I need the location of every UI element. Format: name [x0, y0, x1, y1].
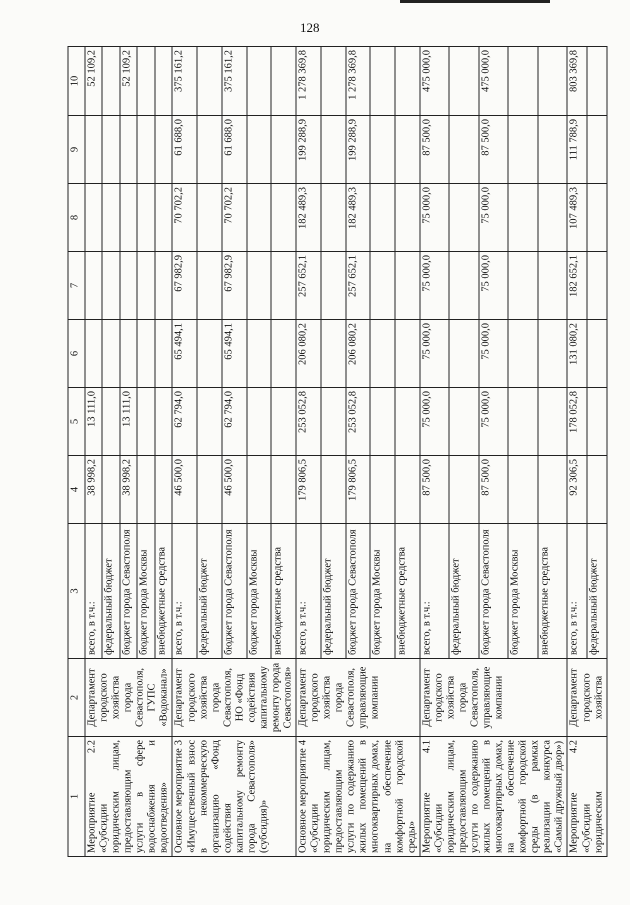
value-cell — [370, 388, 395, 456]
value-cell — [508, 320, 538, 388]
value-cell — [395, 116, 420, 184]
value-cell — [508, 388, 538, 456]
value-cell — [587, 116, 607, 184]
value-cell — [538, 388, 568, 456]
column-number: 7 — [68, 252, 85, 320]
value-cell: 1 278 369,8 — [296, 47, 321, 116]
value-cell — [155, 320, 173, 388]
value-cell — [137, 388, 154, 456]
value-cell — [321, 47, 346, 116]
value-cell: 253 052,8 — [296, 388, 321, 456]
value-cell — [120, 116, 137, 184]
value-cell — [247, 116, 272, 184]
table-row — [296, 47, 321, 857]
value-cell — [370, 184, 395, 252]
value-cell — [538, 47, 568, 116]
funding-source-cell: внебюджетные средства — [395, 524, 420, 659]
activity-cell: Мероприятие 4.1 «Субсидии юридическим лицам, предоставляющим услуги по содержанию жилых помещений в многоквартирных домах, на обеспечение комфортной городской среды (в рамках реализации конкурса «Самый дружный двор») — [420, 737, 568, 857]
value-cell — [271, 388, 296, 456]
column-number: 4 — [68, 456, 85, 524]
value-cell: 253 052,8 — [346, 388, 371, 456]
column-number: 5 — [68, 388, 85, 456]
value-cell: 179 806,5 — [346, 456, 371, 524]
value-cell: 375 161,2 — [222, 47, 247, 116]
value-cell — [197, 184, 222, 252]
value-cell — [538, 184, 568, 252]
funding-source-cell: внебюджетные средства — [538, 524, 568, 659]
funding-source-cell: всего, в т.ч.: — [172, 524, 197, 659]
value-cell — [538, 456, 568, 524]
value-cell — [137, 184, 154, 252]
value-cell — [137, 456, 154, 524]
value-cell — [271, 184, 296, 252]
table-row — [172, 47, 197, 857]
value-cell — [370, 320, 395, 388]
activity-cell: Мероприятие 2.2 «Субсидии юридическим лицам, предоставляющим услуги в сфере водоснабжения и водоотведения» — [85, 737, 172, 857]
column-number: 2 — [68, 659, 85, 737]
value-cell — [197, 456, 222, 524]
value-cell: 475 000,0 — [420, 47, 450, 116]
value-cell — [120, 320, 137, 388]
value-cell — [102, 47, 119, 116]
column-number: 3 — [68, 524, 85, 659]
value-cell: 257 652,1 — [296, 252, 321, 320]
value-cell — [587, 320, 607, 388]
executor-cell: Департамент городского хозяйства города Севастополя, управляющие компании — [420, 659, 568, 737]
value-cell — [271, 47, 296, 116]
value-cell: 87 500,0 — [479, 456, 509, 524]
value-cell: 803 369,8 — [567, 47, 587, 116]
value-cell: 87 500,0 — [420, 456, 450, 524]
value-cell: 206 080,2 — [296, 320, 321, 388]
value-cell: 87 500,0 — [420, 116, 450, 184]
funding-source-cell: внебюджетные средства — [271, 524, 296, 659]
value-cell — [321, 252, 346, 320]
value-cell — [247, 252, 272, 320]
value-cell — [538, 116, 568, 184]
value-cell: 67 982,9 — [222, 252, 247, 320]
value-cell — [395, 47, 420, 116]
value-cell: 52 109,2 — [85, 47, 102, 116]
value-cell: 475 000,0 — [479, 47, 509, 116]
column-number: 1 — [68, 737, 85, 857]
value-cell — [102, 456, 119, 524]
value-cell — [449, 456, 479, 524]
funding-source-cell: всего, в т.ч.: — [420, 524, 450, 659]
value-cell — [587, 47, 607, 116]
value-cell — [321, 320, 346, 388]
funding-source-cell: бюджет города Москвы — [370, 524, 395, 659]
value-cell — [508, 116, 538, 184]
activity-cell: Мероприятие 4.2 «Субсидии юридическим — [567, 737, 606, 857]
value-cell — [247, 47, 272, 116]
column-number: 8 — [68, 184, 85, 252]
value-cell — [508, 47, 538, 116]
value-cell: 199 288,9 — [296, 116, 321, 184]
value-cell — [395, 320, 420, 388]
value-cell — [137, 320, 154, 388]
value-cell — [155, 47, 173, 116]
value-cell: 62 794,0 — [172, 388, 197, 456]
table-row — [567, 47, 587, 857]
value-cell — [137, 252, 154, 320]
value-cell: 75 000,0 — [479, 184, 509, 252]
value-cell — [321, 184, 346, 252]
value-cell: 178 052,8 — [567, 388, 587, 456]
value-cell — [102, 320, 119, 388]
value-cell — [271, 456, 296, 524]
value-cell: 52 109,2 — [120, 47, 137, 116]
value-cell: 75 000,0 — [479, 388, 509, 456]
document-table-rotated — [68, 47, 605, 857]
value-cell — [197, 388, 222, 456]
value-cell: 13 111,0 — [85, 388, 102, 456]
value-cell — [395, 252, 420, 320]
value-cell — [247, 320, 272, 388]
value-cell — [508, 184, 538, 252]
funding-source-cell: бюджет города Севастополя — [479, 524, 509, 659]
value-cell: 67 982,9 — [172, 252, 197, 320]
value-cell — [395, 456, 420, 524]
value-cell — [370, 252, 395, 320]
funding-source-cell: бюджет города Москвы — [247, 524, 272, 659]
value-cell — [538, 320, 568, 388]
page-number: 128 — [300, 20, 320, 35]
value-cell: 46 500,0 — [172, 456, 197, 524]
value-cell — [155, 456, 173, 524]
funding-source-cell: бюджет города Севастополя — [222, 524, 247, 659]
executor-cell: Департамент городского хозяйства города Севастополя, НО «Фонд содействия капитальному ремонту города Севастополя» — [172, 659, 296, 737]
executor-cell: Департамент городского хозяйства — [567, 659, 606, 737]
value-cell — [321, 116, 346, 184]
value-cell: 182 489,3 — [346, 184, 371, 252]
value-cell — [155, 184, 173, 252]
value-cell: 87 500,0 — [479, 116, 509, 184]
value-cell: 62 794,0 — [222, 388, 247, 456]
funding-source-cell: федеральный бюджет — [449, 524, 479, 659]
value-cell: 1 278 369,8 — [346, 47, 371, 116]
value-cell — [271, 320, 296, 388]
funding-source-cell: федеральный бюджет — [587, 524, 607, 659]
value-cell — [197, 47, 222, 116]
value-cell: 61 688,0 — [222, 116, 247, 184]
value-cell — [271, 252, 296, 320]
budget-table — [68, 46, 608, 857]
value-cell — [197, 320, 222, 388]
value-cell: 65 494,1 — [222, 320, 247, 388]
executor-cell: Департамент городского хозяйства города Севастополя, управляющие компании — [296, 659, 420, 737]
value-cell: 70 702,2 — [172, 184, 197, 252]
funding-source-cell: бюджет города Москвы — [508, 524, 538, 659]
value-cell — [155, 252, 173, 320]
value-cell: 65 494,1 — [172, 320, 197, 388]
activity-cell: Основное мероприятие 4 «Субсидии юридическим лицам, предоставляющим услуги по содержанию жилых помещений в многоквартирных домах, на обеспечение комфортной городской среды» — [296, 737, 420, 857]
value-cell — [197, 116, 222, 184]
value-cell — [538, 252, 568, 320]
value-cell: 182 489,3 — [296, 184, 321, 252]
value-cell: 75 000,0 — [479, 320, 509, 388]
value-cell: 179 806,5 — [296, 456, 321, 524]
value-cell: 131 080,2 — [567, 320, 587, 388]
value-cell — [247, 456, 272, 524]
value-cell — [271, 116, 296, 184]
value-cell — [85, 184, 102, 252]
value-cell: 61 688,0 — [172, 116, 197, 184]
funding-source-cell: бюджет города Севастополя — [346, 524, 371, 659]
value-cell — [395, 388, 420, 456]
funding-source-cell: бюджет города Москвы — [137, 524, 154, 659]
value-cell — [137, 47, 154, 116]
value-cell — [508, 252, 538, 320]
value-cell: 206 080,2 — [346, 320, 371, 388]
value-cell: 75 000,0 — [420, 320, 450, 388]
value-cell: 70 702,2 — [222, 184, 247, 252]
scan-mark-top — [400, 0, 550, 3]
value-cell — [102, 252, 119, 320]
column-number-row — [68, 47, 85, 857]
funding-source-cell: всего, в т.ч.: — [296, 524, 321, 659]
value-cell: 75 000,0 — [420, 388, 450, 456]
column-number: 10 — [68, 47, 85, 116]
funding-source-cell: всего, в т.ч.: — [567, 524, 587, 659]
value-cell — [587, 388, 607, 456]
value-cell: 107 489,3 — [567, 184, 587, 252]
value-cell — [155, 388, 173, 456]
value-cell — [449, 47, 479, 116]
value-cell — [321, 456, 346, 524]
value-cell — [85, 116, 102, 184]
value-cell — [587, 456, 607, 524]
value-cell: 199 288,9 — [346, 116, 371, 184]
value-cell — [449, 116, 479, 184]
funding-source-cell: бюджет города Севастополя — [120, 524, 137, 659]
value-cell: 13 111,0 — [120, 388, 137, 456]
value-cell — [197, 252, 222, 320]
value-cell — [587, 184, 607, 252]
value-cell: 75 000,0 — [420, 184, 450, 252]
column-number: 6 — [68, 320, 85, 388]
value-cell: 38 998,2 — [120, 456, 137, 524]
value-cell — [508, 456, 538, 524]
value-cell: 375 161,2 — [172, 47, 197, 116]
value-cell — [120, 184, 137, 252]
value-cell — [102, 116, 119, 184]
value-cell — [85, 320, 102, 388]
funding-source-cell: внебюджетные средства — [155, 524, 173, 659]
funding-source-cell: федеральный бюджет — [197, 524, 222, 659]
value-cell — [247, 184, 272, 252]
value-cell: 75 000,0 — [420, 252, 450, 320]
value-cell — [102, 388, 119, 456]
value-cell — [102, 184, 119, 252]
funding-source-cell: всего, в т.ч.: — [85, 524, 102, 659]
value-cell — [321, 388, 346, 456]
funding-source-cell: федеральный бюджет — [321, 524, 346, 659]
funding-source-cell: федеральный бюджет — [102, 524, 119, 659]
value-cell — [370, 116, 395, 184]
value-cell — [449, 252, 479, 320]
value-cell — [137, 116, 154, 184]
executor-cell: Департамент городского хозяйства города Севастополя, ГУПС «Водоканал» — [85, 659, 172, 737]
value-cell — [370, 456, 395, 524]
value-cell — [449, 388, 479, 456]
value-cell: 92 306,5 — [567, 456, 587, 524]
value-cell: 38 998,2 — [85, 456, 102, 524]
table-row — [420, 47, 450, 857]
value-cell — [85, 252, 102, 320]
table-row — [85, 47, 102, 857]
activity-cell: Основное мероприятие 3 «Имущественный взнос в некоммерческую организацию «Фонд содействия капитальному ремонту города Севастополя» (субсидия)» — [172, 737, 296, 857]
value-cell — [247, 388, 272, 456]
value-cell — [120, 252, 137, 320]
value-cell: 111 788,9 — [567, 116, 587, 184]
value-cell: 182 652,1 — [567, 252, 587, 320]
value-cell — [449, 320, 479, 388]
value-cell: 257 652,1 — [346, 252, 371, 320]
value-cell — [587, 252, 607, 320]
value-cell — [449, 184, 479, 252]
value-cell: 75 000,0 — [479, 252, 509, 320]
value-cell — [370, 47, 395, 116]
value-cell: 46 500,0 — [222, 456, 247, 524]
value-cell — [395, 184, 420, 252]
column-number: 9 — [68, 116, 85, 184]
value-cell — [155, 116, 173, 184]
